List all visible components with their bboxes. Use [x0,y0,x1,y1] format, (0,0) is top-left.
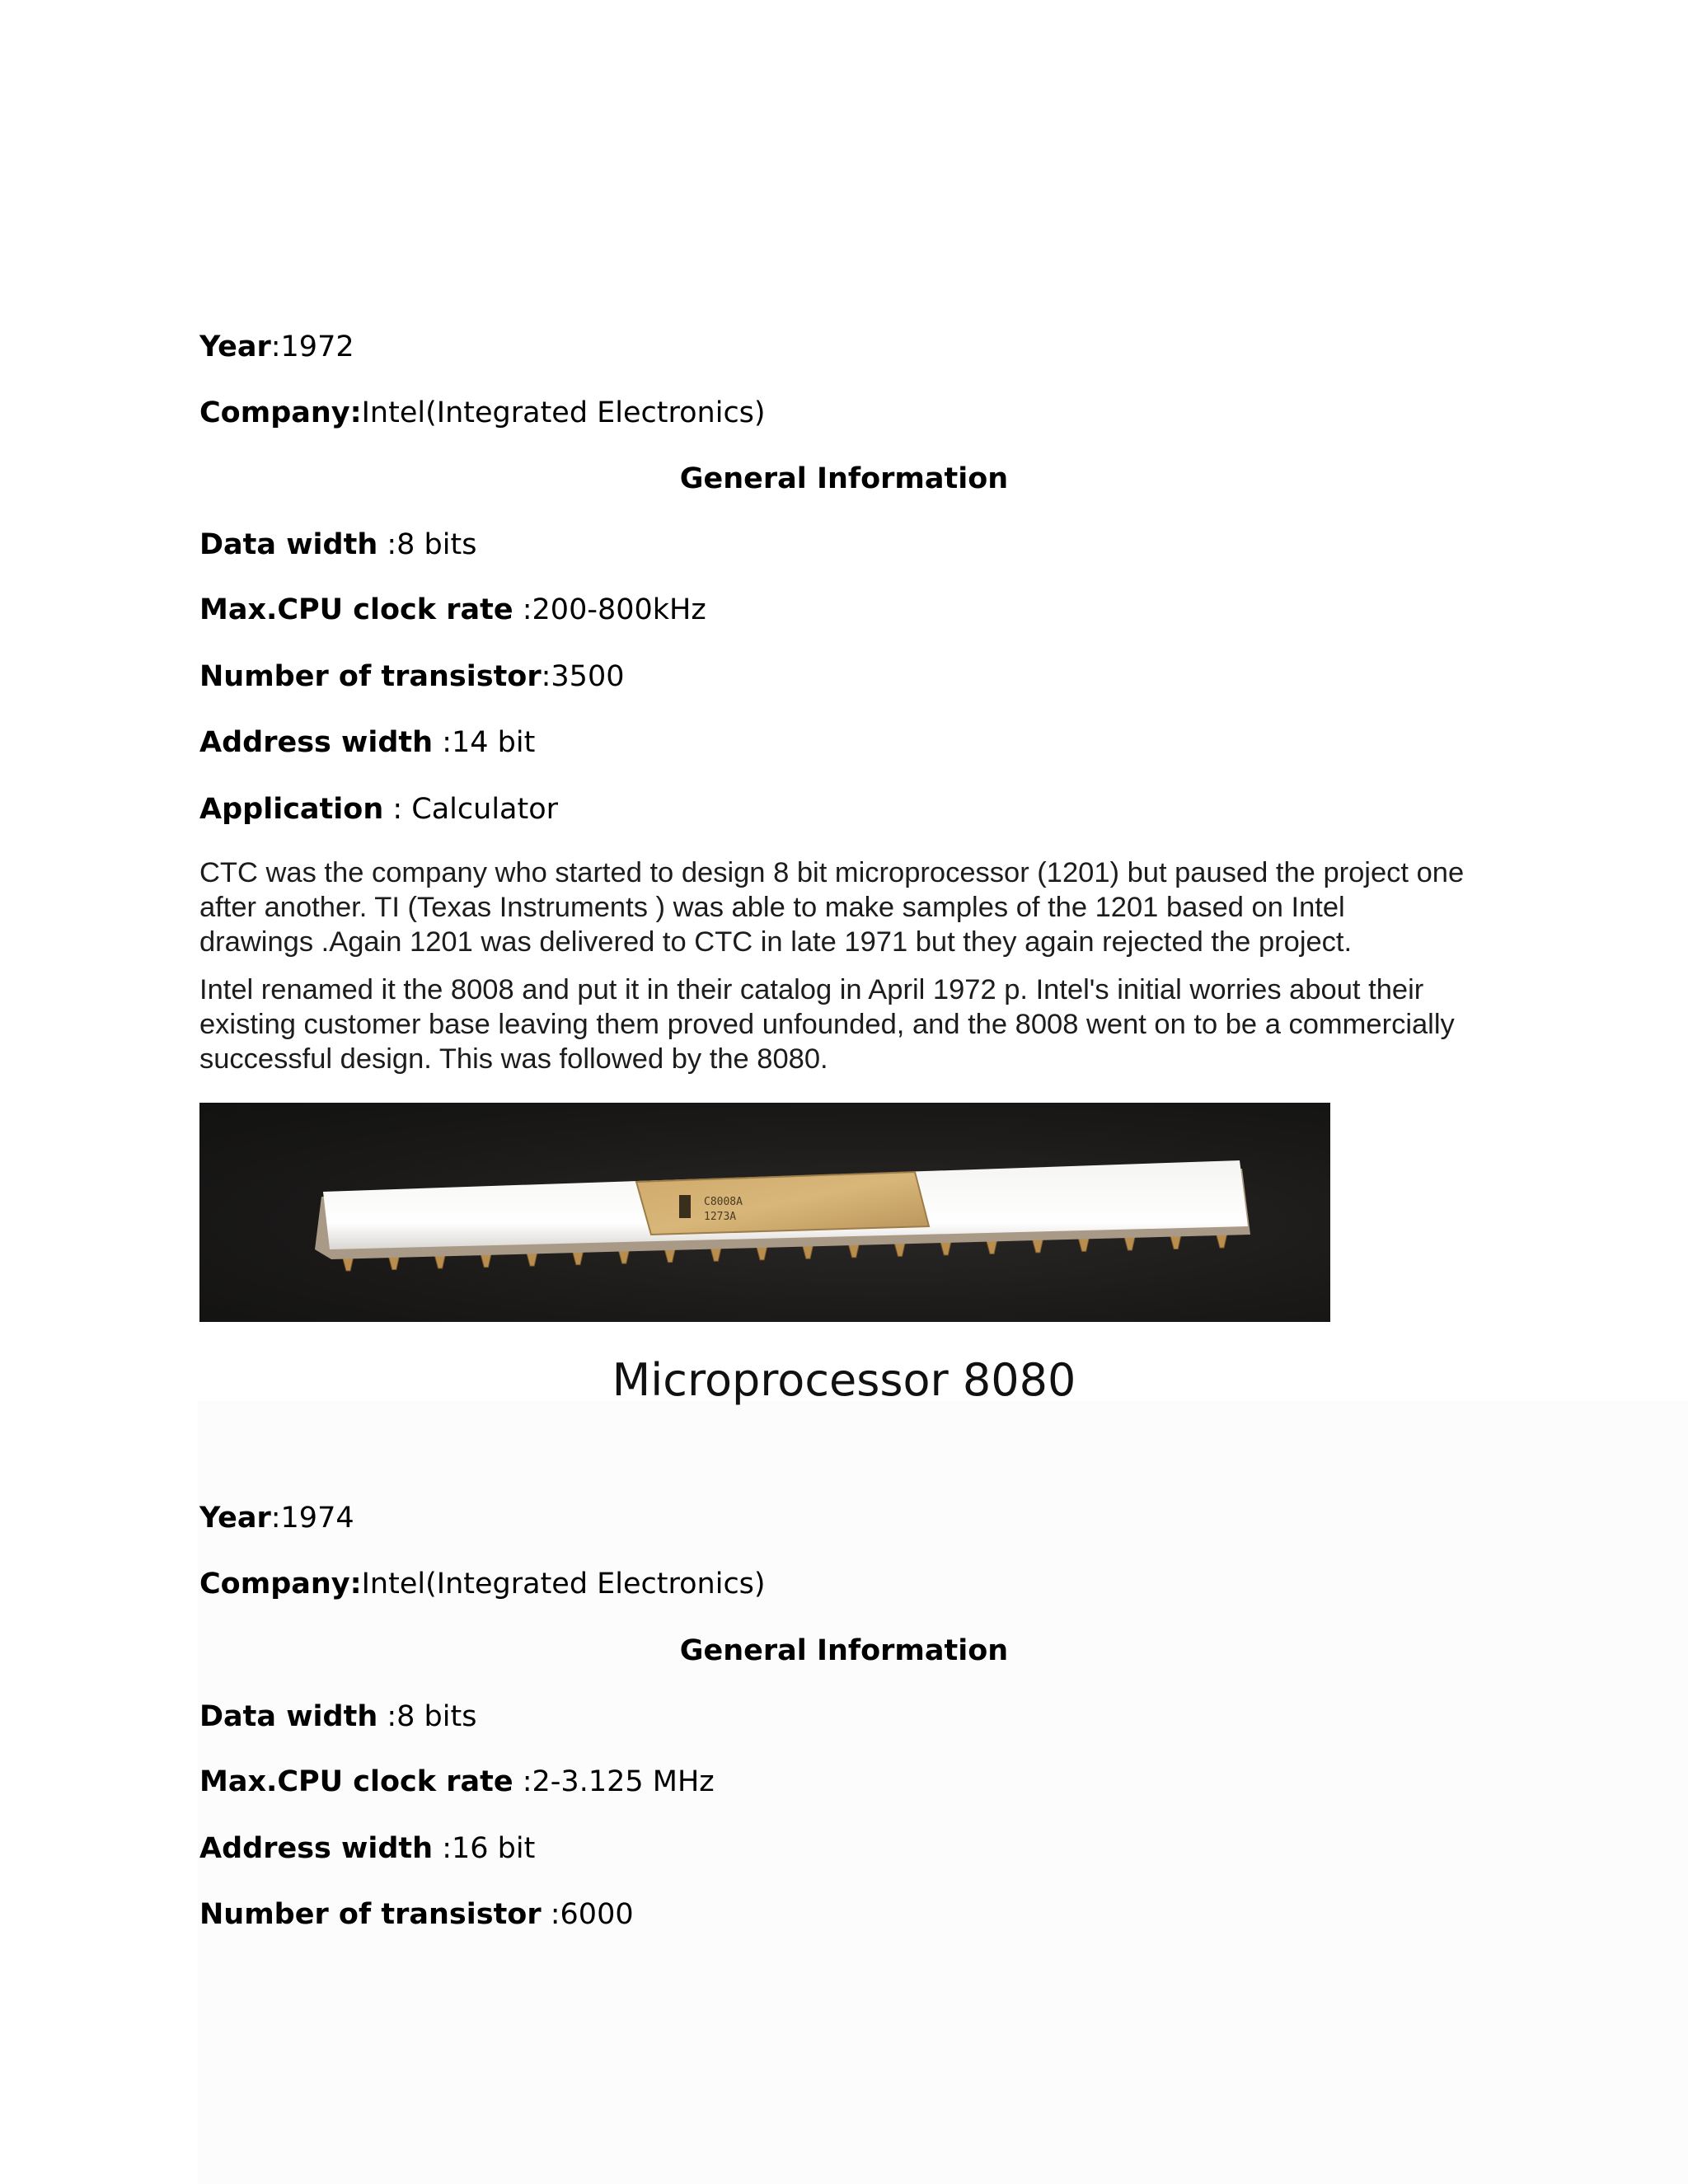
clock-rate-field [199,592,706,628]
clock-rate-label: Max.CPU clock rate [199,593,513,626]
intel-logo-mark [679,1195,691,1218]
application-value: : Calculator [383,793,559,826]
chip-marking-2: 1273A [704,1211,737,1223]
year-label-2: Year [199,1502,271,1535]
data-width-value: :8 bits [377,528,477,561]
section-title: Microprocessor 8080 [612,1354,1076,1406]
company-label: Company: [199,396,362,429]
transistor-count-value: :3500 [541,660,625,693]
year-field [199,329,354,365]
data-width-value-2: :8 bits [377,1700,477,1733]
chip-illustration [199,1103,1330,1322]
paragraph-line: after another. TI (Texas Instruments ) was able to make samples of the 1201 based on Intel [199,892,1345,923]
general-information-heading: General Information [679,462,1009,495]
company-value-2: Intel(Integrated Electronics) [361,1568,766,1601]
address-width-label: Address width [199,726,434,759]
company-field [199,395,766,431]
history-paragraph-1 [199,855,1518,959]
company-field-2 [199,1566,766,1602]
data-width-field-2 [199,1699,476,1735]
address-width-label-2: Address width [199,1832,434,1865]
address-width-field-2 [199,1830,535,1867]
paragraph-line: CTC was the company who started to design 8 bit microprocessor (1201) but paused the project one [199,857,1465,888]
clock-rate-field-2 [199,1764,715,1800]
paragraph-line: successful design. This was followed by the 8080. [199,1043,828,1075]
address-width-value: :14 bit [433,726,536,759]
chip-photo [199,1103,1330,1322]
paragraph-line: drawings .Again 1201 was delivered to CTC in late 1971 but they again rejected the project. [199,926,1353,958]
company-value: Intel(Integrated Electronics) [361,396,766,429]
year-label: Year [199,330,271,363]
paragraph-line: existing customer base leaving them proved unfounded, and the 8008 went on to be a commercially [199,1009,1455,1040]
chip-marking-1: C8008A [704,1196,743,1208]
data-width-label-2: Data width [199,1700,378,1733]
clock-rate-value-2: :2-3.125 MHz [513,1765,715,1798]
paragraph-line: Intel renamed it the 8008 and put it in their catalog in April 1972 p. Intel's initial worries about their [199,974,1424,1005]
year-value: :1972 [270,330,354,363]
general-information-heading-2: General Information [679,1634,1009,1667]
data-width-label: Data width [199,528,378,561]
year-field-2 [199,1500,354,1536]
year-value-2: :1974 [270,1502,354,1535]
address-width-value-2: :16 bit [433,1832,536,1865]
application-field [199,791,558,827]
application-label: Application [199,793,384,826]
address-width-field [199,724,535,761]
clock-rate-label-2: Max.CPU clock rate [199,1765,513,1798]
data-width-field [199,527,476,563]
clock-rate-value: :200-800kHz [513,593,706,626]
transistor-count-label: Number of transistor [199,660,542,693]
company-label-2: Company: [199,1568,362,1601]
history-paragraph-2 [199,972,1518,1076]
transistor-count-value-2: :6000 [541,1898,634,1931]
transistor-count-field [199,658,624,695]
transistor-count-field-2 [199,1896,634,1933]
transistor-count-label-2: Number of transistor [199,1898,542,1931]
